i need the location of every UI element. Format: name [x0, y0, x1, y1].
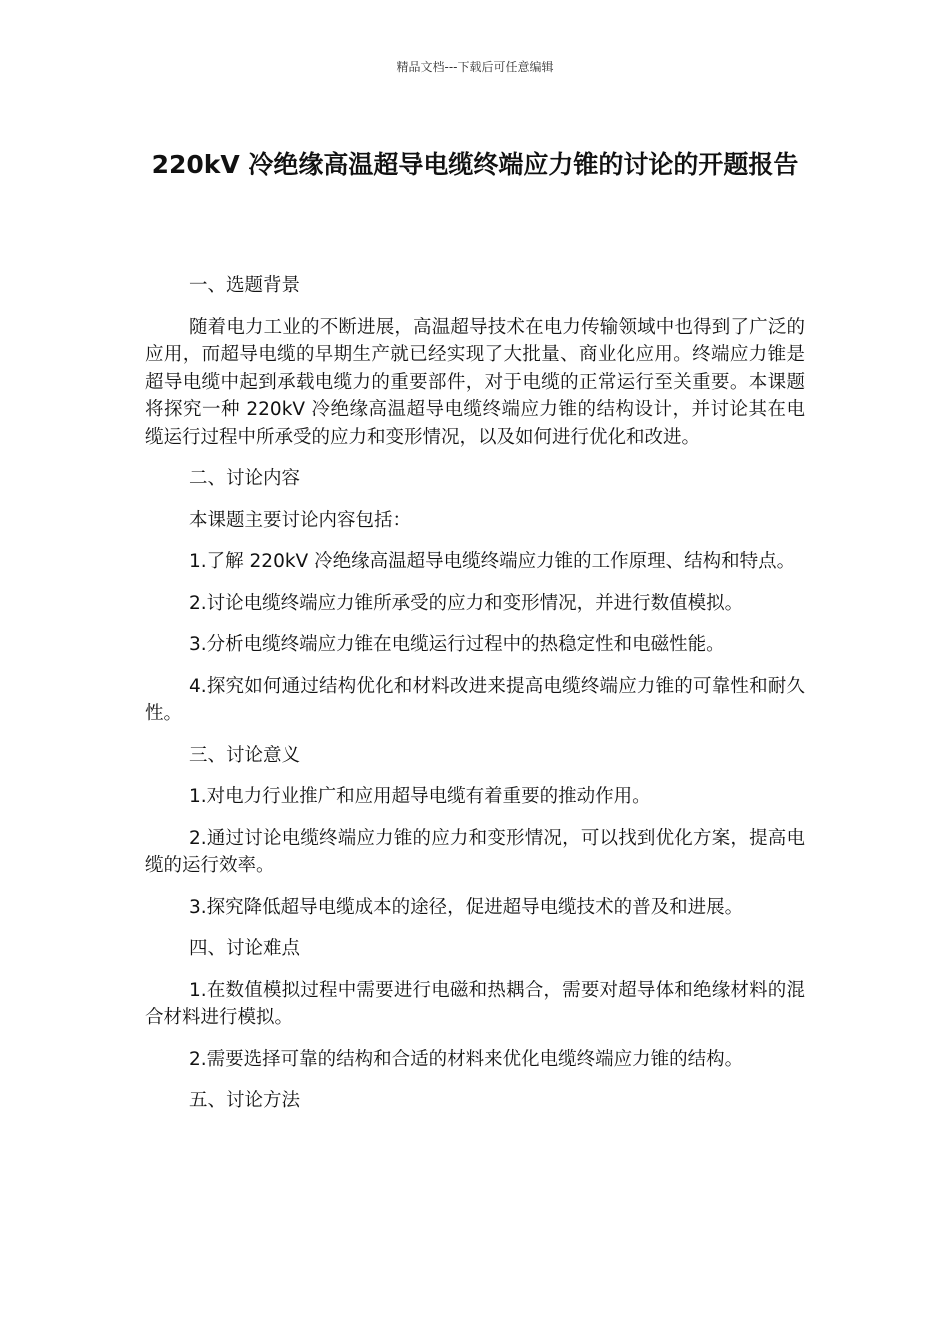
list-item: 2.讨论电缆终端应力锥所承受的应力和变形情况，并进行数值模拟。	[189, 592, 744, 614]
list-item: 4.探究如何通过结构优化和材料改进来提高电缆终端应力锥的可靠性和耐久性。	[145, 675, 805, 724]
section-heading: 四、讨论难点	[189, 938, 301, 959]
section-heading: 二、讨论内容	[189, 468, 301, 489]
list-item: 3.探究降低超导电缆成本的途径，促进超导电缆技术的普及和进展。	[189, 896, 744, 918]
header-note: 精品文档---下载后可任意编辑	[396, 60, 554, 74]
document-body	[145, 272, 805, 1129]
list-item: 1.对电力行业推广和应用超导电缆有着重要的推动作用。	[189, 786, 651, 807]
section-heading: 五、讨论方法	[189, 1090, 301, 1111]
list-item: 1.了解 220kV 冷绝缘高温超导电缆终端应力锥的工作原理、结构和特点。	[189, 551, 796, 572]
list-item: 2.通过讨论电缆终端应力锥的应力和变形情况，可以找到优化方案，提高电缆的运行效率。	[145, 827, 805, 876]
section-heading: 一、选题背景	[189, 275, 301, 296]
section-heading: 三、讨论意义	[189, 744, 301, 766]
list-item: 3.分析电缆终端应力锥在电缆运行过程中的热稳定性和电磁性能。	[189, 634, 725, 655]
paragraph: 本课题主要讨论内容包括：	[189, 509, 412, 531]
list-item: 2.需要选择可靠的结构和合适的材料来优化电缆终端应力锥的结构。	[189, 1048, 744, 1070]
list-item: 1.在数值模拟过程中需要进行电磁和热耦合，需要对超导体和绝缘材料的混合材料进行模拟。	[145, 979, 805, 1028]
paragraph: 随着电力工业的不断进展，高温超导技术在电力传输领域中也得到了广泛的应用，而超导电缆的早期生产就已经实现了大批量、商业化应用。终端应力锥是超导电缆中起到承载电缆力的重要部件，对于电缆的正常运行至关重要。本课题将探究一种 220kV 冷绝缘高温超导电缆终端应力锥的结构设计，并讨论其在电缆运行过程中所承受的应力和变形情况，以及如何进行优化和改进。	[145, 316, 805, 448]
document-title: 220kV 冷绝缘高温超导电缆终端应力锥的讨论的开题报告	[151, 150, 799, 179]
